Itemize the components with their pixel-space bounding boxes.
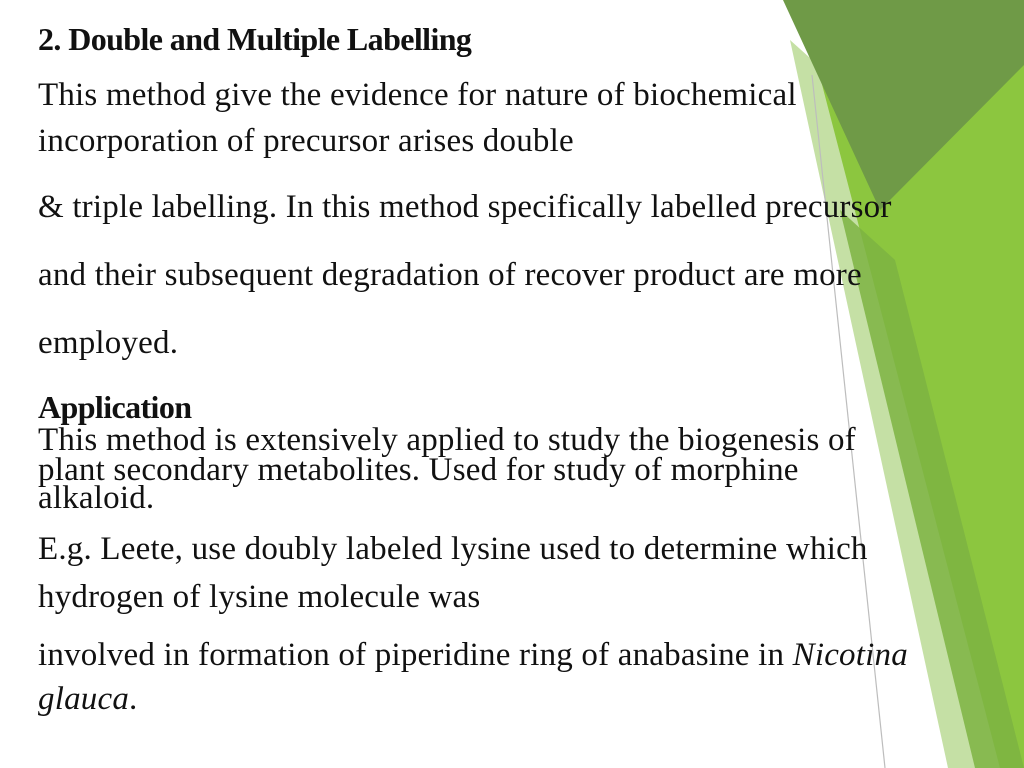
application-line-1: This method is extensively applied to study the biogenesis of — [38, 422, 856, 458]
example-line-1: E.g. Leete, use doubly labeled lysine used to determine which — [38, 531, 868, 567]
intro-line-4: and their subsequent degradation of recover product are more — [38, 257, 862, 293]
intro-line-3: & triple labelling. In this method specifically labelled precursor — [38, 189, 892, 225]
example-line-4 — [38, 677, 137, 721]
species-name-epithet: glauca — [38, 681, 130, 717]
species-name-genus: Nicotina — [792, 637, 908, 673]
example-line-3 — [38, 633, 908, 677]
application-line-2: plant secondary metabolites. Used for study of morphine — [38, 452, 799, 488]
example-line-2: hydrogen of lysine molecule was — [38, 579, 481, 615]
example-line-4-period: . — [129, 681, 138, 717]
slide-title: 2. Double and Multiple Labelling — [38, 21, 472, 57]
intro-line-1: This method give the evidence for nature of biochemical — [38, 77, 797, 113]
application-line-3: alkaloid. — [38, 480, 155, 516]
example-line-3-text: involved in formation of piperidine ring of anabasine in — [38, 637, 793, 673]
intro-line-5: employed. — [38, 325, 179, 361]
application-heading: Application — [38, 389, 192, 425]
intro-line-2: incorporation of precursor arises double — [38, 123, 574, 159]
